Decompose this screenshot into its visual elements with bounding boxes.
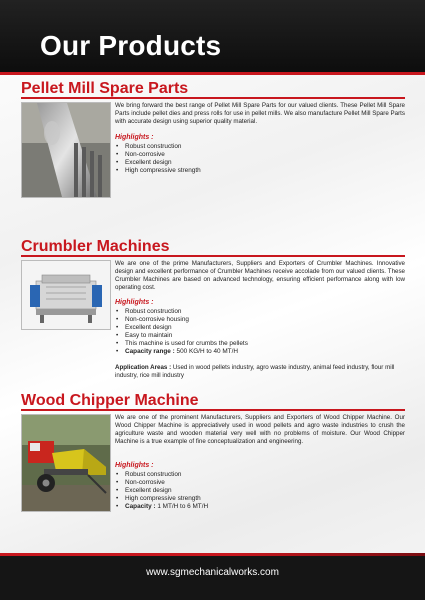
- application-areas-value: Used in wood pellets industry, agro waste industry, animal feed industry, flour mill industry, rice mill industry: [115, 364, 395, 379]
- section-title: Crumbler Machines: [21, 238, 170, 255]
- section-description: We bring forward the best range of Pellet Mill Spare Parts for our valued clients. These Pellet Mill Spare Parts include pellet dies and press rolls for use in pellet mills. We also manufacture Pellet Mill Spare Parts with accurate design using superior quality material.: [115, 102, 405, 125]
- highlights-list: [115, 143, 201, 175]
- crumbler-machine-photo: [21, 260, 111, 330]
- section-title: Wood Chipper Machine: [21, 392, 199, 409]
- list-item: • Non-corrosive: [115, 151, 201, 159]
- list-item: • Excellent design: [115, 324, 248, 332]
- capacity-item: [115, 348, 248, 356]
- highlights-title: Highlights :: [115, 299, 154, 306]
- list-item: • Non-corrosive: [115, 479, 208, 487]
- highlights-title: Highlights :: [115, 134, 154, 141]
- section-description: We are one of the prime Manufacturers, Suppliers and Exporters of Crumbler Machines. Innovative design and excellent performance of Crumbler Machines receive accolade from our valued clients. These Crumbler Machines are based on advanced technology, ensuring efficient performance along with low operating cost.: [115, 260, 405, 291]
- section-divider: [21, 255, 405, 257]
- section-divider: [21, 409, 405, 411]
- application-areas: [115, 364, 405, 380]
- highlights-list: [115, 471, 208, 511]
- capacity-label: Capacity range :: [125, 348, 175, 355]
- section-divider: [21, 97, 405, 99]
- list-item: • This machine is used for crumbs the pellets: [115, 340, 248, 348]
- page-title: Our Products: [40, 30, 222, 61]
- list-item: • High compressive strength: [115, 167, 201, 175]
- section-description: We are one of the prominent Manufacturers, Suppliers and Exporters of Wood Chipper Machine. Our Wood Chipper Machine is appreciatively used in wood pellets and agro waste industries to crush the agriculture waste and wooden material very well with no problems of moisture. Our Wood Chipper Machine is a true example of fine conceptualization and engineering.: [115, 414, 405, 445]
- list-item: • Excellent design: [115, 487, 208, 495]
- section-title: Pellet Mill Spare Parts: [21, 80, 189, 97]
- list-item: • Robust construction: [115, 308, 248, 316]
- capacity-item: [115, 503, 208, 511]
- highlights-list: [115, 308, 248, 356]
- footer-accent-bar: [0, 553, 425, 556]
- list-item: • Easy to maintain: [115, 332, 248, 340]
- list-item: • Robust construction: [115, 471, 208, 479]
- list-item: • Non-corrosive housing: [115, 316, 248, 324]
- page-header: [0, 0, 425, 72]
- pellet-die-roller-photo: [21, 102, 111, 198]
- wood-chipper-photo: [21, 414, 111, 512]
- highlights-title: Highlights :: [115, 462, 154, 469]
- header-accent-bar: [0, 72, 425, 75]
- capacity-value: 500 KG/H to 40 MT/H: [174, 348, 238, 355]
- application-areas-label: Application Areas :: [115, 364, 172, 371]
- capacity-value: 1 MT/H to 6 MT/H: [155, 503, 209, 510]
- website-url[interactable]: www.sgmechanicalworks.com: [146, 567, 279, 578]
- list-item: • Robust construction: [115, 143, 201, 151]
- list-item: • Excellent design: [115, 159, 201, 167]
- capacity-label: Capacity :: [125, 503, 156, 510]
- list-item: • High compressive strength: [115, 495, 208, 503]
